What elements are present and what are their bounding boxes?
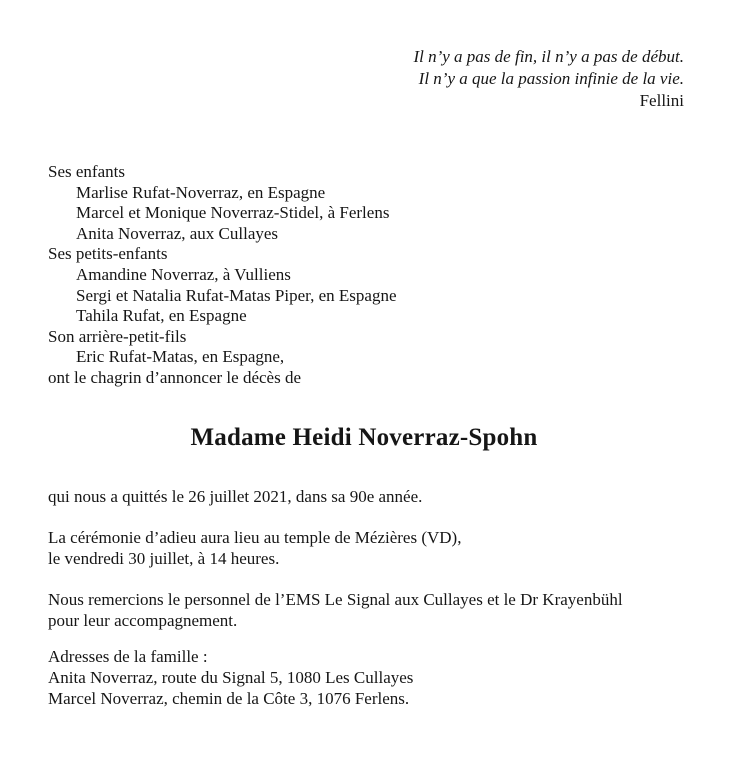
addresses-heading: Adresses de la famille : — [48, 647, 208, 666]
announcement-closing-line: ont le chagrin d’annoncer le décès de — [48, 367, 301, 387]
family-list — [48, 162, 397, 389]
family-member: Anita Noverraz, aux Cullayes — [76, 223, 279, 243]
family-group-label-great-grandson: Son arrière-petit-fils — [48, 326, 187, 346]
family-addresses — [48, 646, 413, 709]
deceased-name: Madame Heidi Noverraz-Spohn — [190, 424, 538, 451]
address-line-marcel: Marcel Noverraz, chemin de la Côte 3, 1076 Ferlens. — [48, 689, 410, 708]
family-member: Tahila Rufat, en Espagne — [76, 306, 247, 326]
acknowledgement-line-2: pour leur accompagnement. — [48, 611, 238, 630]
family-member: Sergi et Natalia Rufat-Matas Piper, en Espagne — [76, 285, 397, 305]
ceremony-info — [48, 527, 461, 569]
acknowledgement — [48, 589, 623, 631]
epigraph-line-1: Il n’y a pas de fin, il n’y a pas de début. — [413, 47, 684, 66]
family-group-label-children: Ses enfants — [48, 162, 125, 181]
epigraph-attribution: Fellini — [639, 91, 684, 110]
address-line-anita: Anita Noverraz, route du Signal 5, 1080 Les Cullayes — [48, 668, 414, 687]
death-date-line: qui nous a quittés le 26 juillet 2021, dans sa 90e année. — [48, 487, 423, 506]
family-group-label-grandchildren: Ses petits-enfants — [48, 244, 168, 264]
epigraph — [413, 46, 684, 112]
family-member: Amandine Noverraz, à Vulliens — [76, 264, 291, 284]
family-member: Marlise Rufat-Noverraz, en Espagne — [76, 182, 326, 202]
epigraph-line-2: Il n’y a que la passion infinie de la vie. — [418, 69, 684, 88]
family-member: Marcel et Monique Noverraz-Stidel, à Ferlens — [76, 203, 390, 223]
ceremony-line-1: La cérémonie d’adieu aura lieu au temple de Mézières (VD), — [48, 528, 462, 547]
acknowledgement-line-1: Nous remercions le personnel de l’EMS Le Signal aux Cullayes et le Dr Krayenbühl — [48, 590, 623, 609]
family-member: Eric Rufat-Matas, en Espagne, — [76, 347, 285, 367]
ceremony-line-2: le vendredi 30 juillet, à 14 heures. — [48, 549, 280, 568]
